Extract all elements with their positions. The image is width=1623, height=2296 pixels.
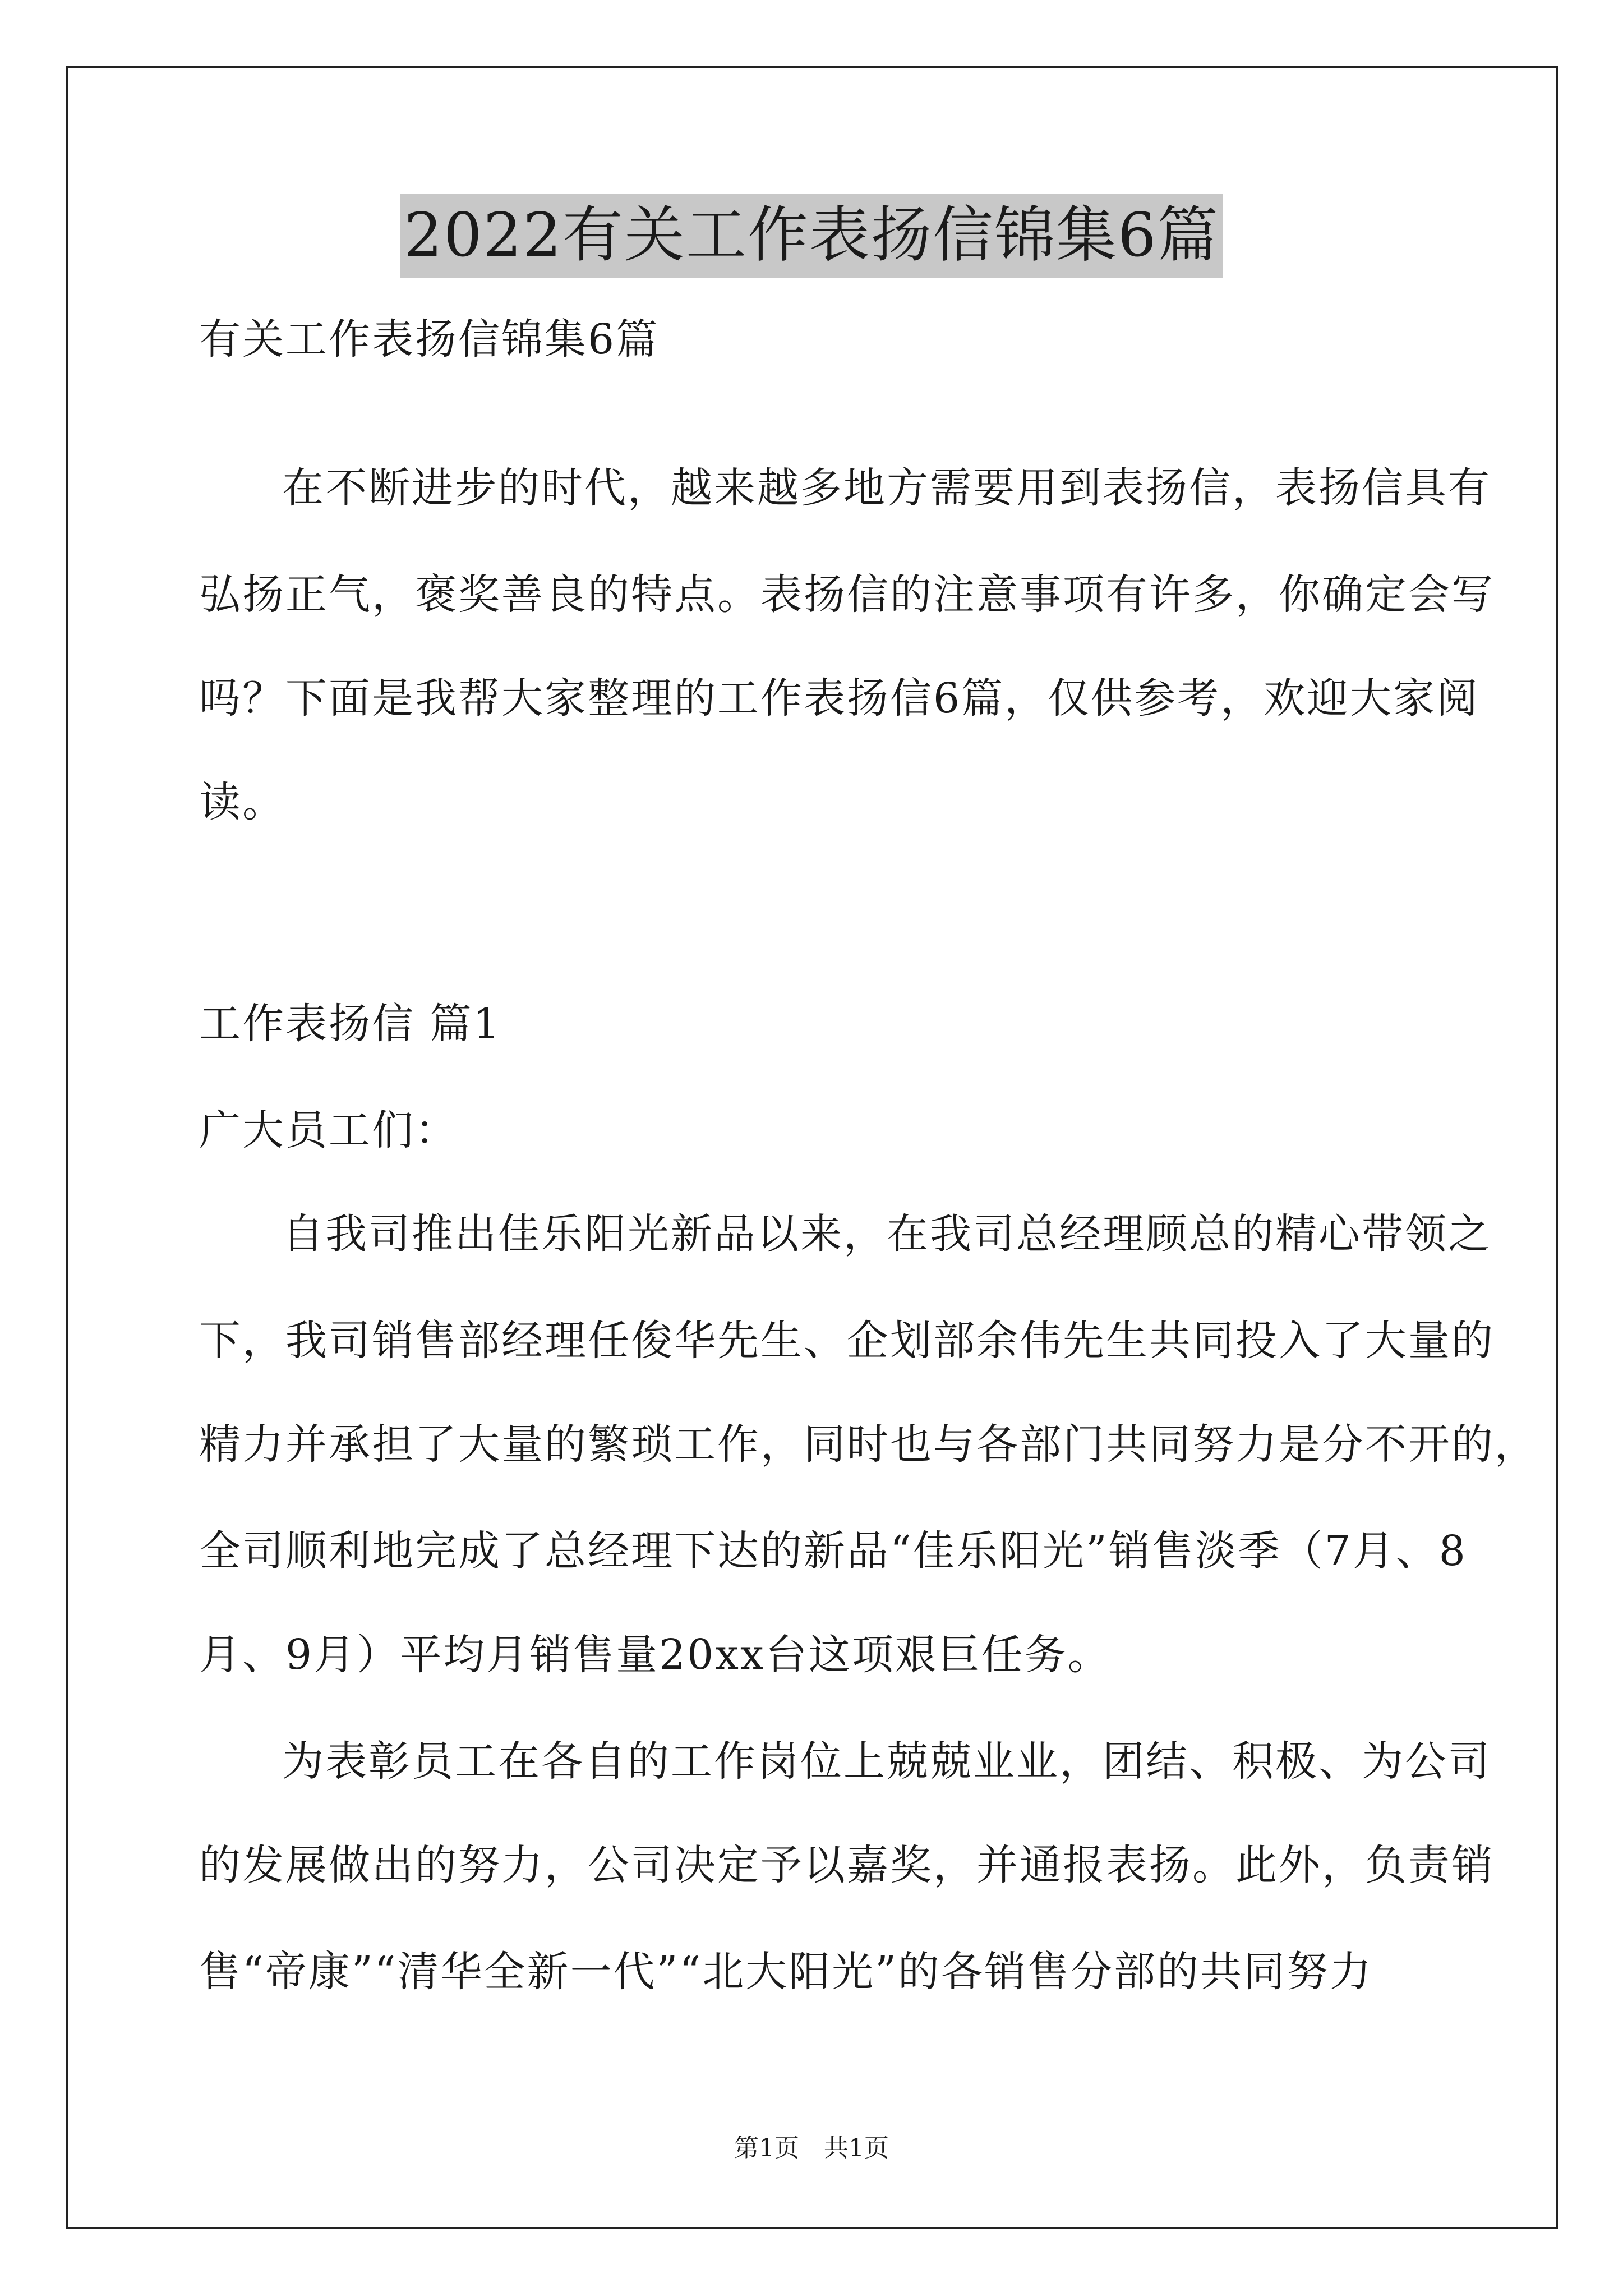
paragraph-line: 全司顺利地完成了总经理下达的新品“佳乐阳光”销售淡季（7月、8 [199, 1527, 1467, 1575]
document-title: 2022有关工作表扬信锦集6篇 [400, 194, 1223, 278]
paragraph-line: 售“帝康”“清华全新一代”“北大阳光”的各销售分部的共同努力 [199, 1948, 1373, 1996]
subtitle-line: 有关工作表扬信锦集6篇 [199, 315, 660, 364]
paragraph-line: 吗？下面是我帮大家整理的工作表扬信6篇，仅供参考，欢迎大家阅 [199, 674, 1480, 723]
paragraph-line: 弘扬正气，褒奖善良的特点。表扬信的注意事项有许多，你确定会写 [199, 570, 1495, 619]
paragraph-line: 读。 [199, 778, 285, 826]
page-footer: 第1页 共1页 [734, 2134, 889, 2162]
paragraph-line: 精力并承担了大量的繁琐工作，同时也与各部门共同努力是分不开的， [199, 1420, 1538, 1469]
salutation-line: 广大员工们： [199, 1106, 458, 1154]
paragraph-line: 自我司推出佳乐阳光新品以来，在我司总经理顾总的精心带领之 [282, 1210, 1491, 1258]
section-heading: 工作表扬信 篇1 [199, 1000, 501, 1048]
paragraph-line: 在不断进步的时代，越来越多地方需要用到表扬信，表扬信具有 [282, 464, 1491, 512]
paragraph-line: 下，我司销售部经理任俊华先生、企划部余伟先生共同投入了大量的 [199, 1317, 1495, 1365]
title-container [0, 194, 1623, 278]
paragraph-line: 为表彰员工在各自的工作岗位上兢兢业业，团结、积极、为公司 [282, 1737, 1491, 1786]
paragraph-line: 月、9月）平均月销售量20xx台这项艰巨任务。 [199, 1631, 1111, 1679]
paragraph-line: 的发展做出的努力，公司决定予以嘉奖，并通报表扬。此外，负责销 [199, 1841, 1495, 1889]
